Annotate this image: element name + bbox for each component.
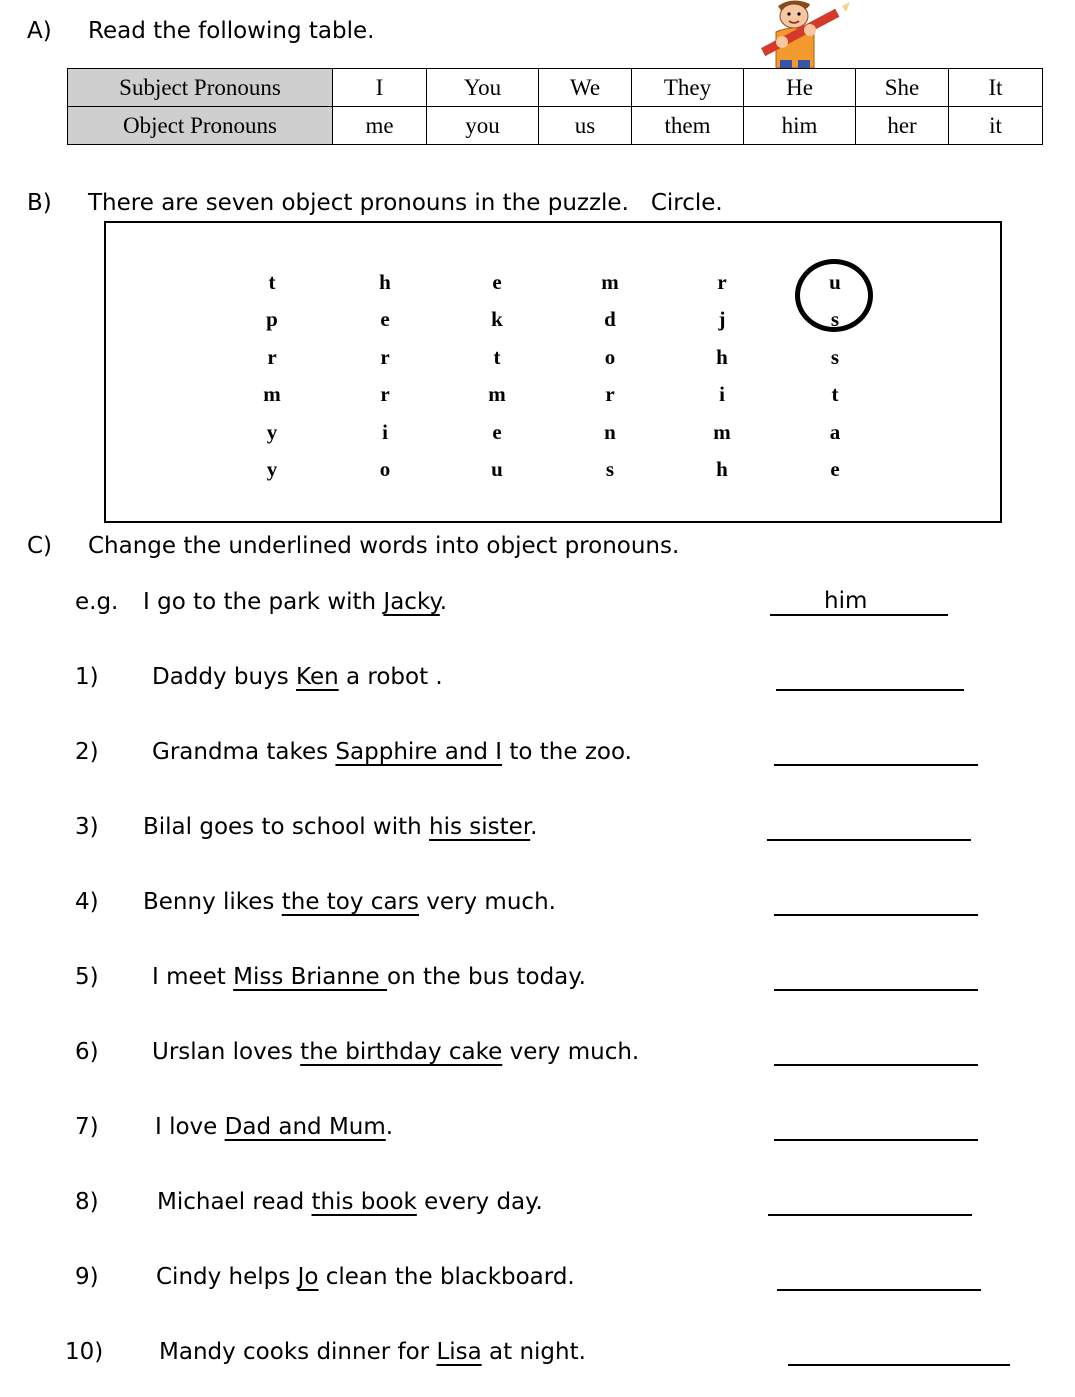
section-b-instruction: There are seven object pronouns in the puzzle. Circle.: [88, 190, 723, 216]
answer-blank[interactable]: [776, 689, 964, 691]
puzzle-letter[interactable]: t: [493, 345, 501, 369]
object-pronoun-cell: them: [632, 107, 744, 145]
puzzle-letter[interactable]: s: [605, 457, 615, 481]
question-number: 4): [75, 889, 99, 915]
sentence-text: on the bus today.: [387, 964, 586, 990]
example-sentence: [143, 591, 447, 614]
sentence-text: Michael read: [157, 1189, 312, 1215]
underlined-words: the toy cars: [281, 889, 419, 915]
boy-with-pencil-icon: [752, 0, 856, 68]
sentence-text: I love: [155, 1114, 225, 1140]
question-number: 3): [75, 814, 99, 840]
subject-pronoun-cell: They: [632, 69, 744, 107]
question-number: 5): [75, 964, 99, 990]
answer-blank[interactable]: [774, 989, 978, 991]
question-sentence: [152, 966, 586, 989]
puzzle-letter[interactable]: r: [267, 345, 277, 369]
sentence-text: I meet: [152, 964, 234, 990]
sentence-text: clean the blackboard.: [318, 1264, 575, 1290]
answer-blank[interactable]: [767, 839, 971, 841]
object-pronoun-cell: us: [539, 107, 632, 145]
underlined-words: Jo: [297, 1264, 319, 1290]
puzzle-letter[interactable]: y: [266, 420, 278, 444]
section-c-letter: C): [27, 533, 53, 559]
puzzle-letter[interactable]: k: [491, 307, 503, 331]
answer-blank[interactable]: [777, 1289, 981, 1291]
sentence-text: Cindy helps: [156, 1264, 298, 1290]
puzzle-letter[interactable]: s: [830, 345, 840, 369]
answer-circle-us: [795, 259, 873, 332]
object-pronoun-cell: it: [949, 107, 1043, 145]
puzzle-letter[interactable]: t: [831, 382, 839, 406]
question-number: 2): [75, 739, 99, 765]
puzzle-letter[interactable]: t: [268, 270, 276, 294]
underlined-words: his sister: [429, 814, 531, 840]
sentence-text: at night.: [481, 1339, 586, 1365]
subject-pronouns-row: [68, 69, 1043, 107]
object-pronoun-cell: me: [333, 107, 427, 145]
example-answer: him: [824, 588, 868, 614]
sentence-text: I go to the park with: [143, 589, 384, 615]
sentence-text: a robot .: [338, 664, 443, 690]
underlined-words: the birthday cake: [300, 1039, 503, 1065]
answer-blank[interactable]: [774, 914, 978, 916]
question-number: 1): [75, 664, 99, 690]
sentence-text: .: [439, 589, 448, 615]
underlined-words: Lisa: [436, 1339, 482, 1365]
section-a-instruction: Read the following table.: [88, 18, 375, 44]
underlined-words: Ken: [296, 664, 339, 690]
puzzle-letter[interactable]: m: [488, 382, 506, 406]
underlined-words: Sapphire and I: [335, 739, 503, 765]
word-puzzle-box: [104, 221, 1002, 523]
sentence-text: .: [385, 1114, 394, 1140]
question-sentence: [143, 816, 537, 839]
question-sentence: [152, 741, 632, 764]
answer-blank[interactable]: [768, 1214, 972, 1216]
puzzle-letter[interactable]: j: [718, 307, 726, 331]
subject-pronoun-cell: He: [744, 69, 856, 107]
sentence-text: Bilal goes to school with: [143, 814, 430, 840]
subject-pronoun-cell: I: [333, 69, 427, 107]
sentence-text: very much.: [502, 1039, 640, 1065]
answer-blank[interactable]: [788, 1364, 1010, 1366]
puzzle-letter[interactable]: h: [716, 457, 728, 481]
puzzle-letter[interactable]: n: [604, 420, 616, 444]
puzzle-letter[interactable]: i: [719, 382, 725, 406]
object-pronouns-header: Object Pronouns: [68, 107, 333, 145]
question-sentence: [156, 1266, 575, 1289]
question-sentence: [152, 666, 443, 689]
puzzle-letter[interactable]: d: [604, 307, 616, 331]
question-sentence: [155, 1116, 393, 1139]
puzzle-letter[interactable]: e: [380, 307, 390, 331]
question-number: 7): [75, 1114, 99, 1140]
answer-blank[interactable]: [774, 764, 978, 766]
object-pronoun-cell: you: [427, 107, 539, 145]
puzzle-letter[interactable]: u: [829, 270, 841, 294]
puzzle-letter[interactable]: p: [266, 307, 278, 331]
underlined-words: Dad and Mum: [224, 1114, 386, 1140]
answer-blank[interactable]: [774, 1064, 978, 1066]
puzzle-letter[interactable]: m: [263, 382, 281, 406]
example-answer-line: [770, 614, 948, 616]
puzzle-letter[interactable]: h: [716, 345, 728, 369]
section-b-letter: B): [27, 190, 52, 216]
question-sentence: [159, 1341, 586, 1364]
sentence-text: Mandy cooks dinner for: [159, 1339, 437, 1365]
object-pronoun-cell: her: [856, 107, 949, 145]
question-sentence: [152, 1041, 639, 1064]
puzzle-letter[interactable]: e: [492, 420, 502, 444]
sentence-text: Daddy buys: [152, 664, 297, 690]
sentence-text: .: [530, 814, 538, 840]
sentence-text: every day.: [416, 1189, 543, 1215]
subject-pronoun-cell: It: [949, 69, 1043, 107]
question-number: 9): [75, 1264, 99, 1290]
object-pronouns-row: [68, 107, 1043, 145]
question-number: 8): [75, 1189, 99, 1215]
puzzle-letter[interactable]: o: [604, 345, 616, 369]
puzzle-letter[interactable]: m: [713, 420, 731, 444]
subject-pronoun-cell: We: [539, 69, 632, 107]
puzzle-letter[interactable]: r: [380, 382, 390, 406]
subject-pronoun-cell: She: [856, 69, 949, 107]
pronouns-table: [67, 68, 1043, 145]
puzzle-letter[interactable]: m: [601, 270, 619, 294]
puzzle-letter[interactable]: r: [605, 382, 615, 406]
sentence-text: Grandma takes: [152, 739, 336, 765]
sentence-text: Urslan loves: [152, 1039, 301, 1065]
puzzle-letter[interactable]: i: [382, 420, 388, 444]
underlined-words: Jacky: [383, 589, 440, 615]
underlined-words: this book: [311, 1189, 417, 1215]
object-pronoun-cell: him: [744, 107, 856, 145]
puzzle-letter[interactable]: r: [380, 345, 390, 369]
puzzle-letter[interactable]: r: [717, 270, 727, 294]
sentence-text: very much.: [418, 889, 556, 915]
sentence-text: to the zoo.: [502, 739, 632, 765]
sentence-text: Benny likes: [143, 889, 282, 915]
puzzle-letter[interactable]: h: [379, 270, 391, 294]
answer-blank[interactable]: [774, 1139, 978, 1141]
puzzle-letter[interactable]: s: [830, 307, 840, 331]
underlined-words: Miss Brianne: [233, 964, 387, 990]
question-number: 6): [75, 1039, 99, 1065]
puzzle-letter[interactable]: o: [379, 457, 391, 481]
question-number: 10): [65, 1339, 104, 1365]
puzzle-letter[interactable]: e: [492, 270, 502, 294]
example-number: e.g.: [75, 589, 119, 615]
section-c-instruction: Change the underlined words into object pronouns.: [88, 533, 680, 559]
subject-pronouns-header: Subject Pronouns: [68, 69, 333, 107]
question-sentence: [143, 891, 556, 914]
puzzle-letter[interactable]: a: [829, 420, 841, 444]
subject-pronoun-cell: You: [427, 69, 539, 107]
section-a-letter: A): [27, 18, 52, 44]
puzzle-letter[interactable]: y: [266, 457, 278, 481]
question-sentence: [157, 1191, 543, 1214]
puzzle-letter[interactable]: u: [491, 457, 503, 481]
puzzle-letter[interactable]: e: [830, 457, 840, 481]
